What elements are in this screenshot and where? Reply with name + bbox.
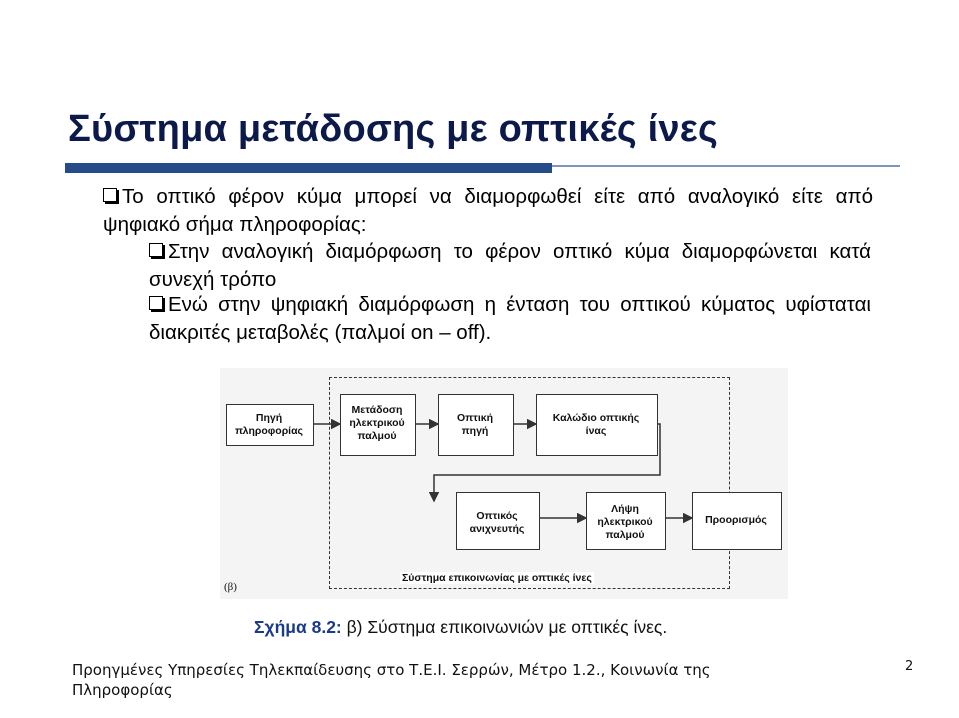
footer-text: Προηγμένες Υπηρεσίες Τηλεκπαίδευσης στο Τ.Ε.Ι. Σερρών, Μέτρο 1.2., Κοινωνία της Πληροφορίας <box>72 661 711 699</box>
bullet-3-text: Ενώ στην ψηφιακή διαμόρφωση η ένταση του οπτικού κύματος υφίσταται διακριτές μεταβολές (παλμοί on – off). <box>149 293 871 344</box>
checkbox-bullet-icon <box>149 243 163 257</box>
title-rule-light <box>552 165 900 167</box>
slide-title: Σύστημα μετάδοσης με οπτικές ίνες <box>68 108 718 150</box>
checkbox-bullet-icon <box>103 188 117 202</box>
figure-caption <box>254 617 667 638</box>
block-receiver-label: Λήψη ηλεκτρικού παλμού <box>590 503 660 542</box>
block-fiber-cable-label: Καλώδιο οπτικής ίνας <box>546 412 646 438</box>
figure-number: Σχήμα 8.2: <box>254 617 342 637</box>
block-modulator-label: Μετάδοση ηλεκτρικού παλμού <box>344 404 410 443</box>
block-optical-source-label: Οπτική πηγή <box>444 412 506 438</box>
part-label: (β) <box>224 581 237 593</box>
block-detector-label: Οπτικός ανιχνευτής <box>462 510 532 536</box>
title-rule-dark <box>65 163 552 173</box>
block-destination-label: Προορισμός <box>698 514 774 527</box>
bullet-1-text: Το οπτικό φέρον κύμα μπορεί να διαμορφωθεί είτε από αναλογικό είτε από ψηφιακό σήμα πληροφορίας: <box>103 185 873 236</box>
bullet-1 <box>103 183 873 239</box>
block-source-label: Πηγή πληροφορίας <box>232 412 306 438</box>
bullet-2-text: Στην αναλογική διαμόρφωση το φέρον οπτικό κύμα διαμορφώνεται κατά συνεχή τρόπο <box>149 240 871 291</box>
checkbox-bullet-icon <box>149 296 163 310</box>
fiber-system-diagram <box>220 368 788 599</box>
page-number: 2 <box>905 659 914 674</box>
system-title: Σύστημα επικοινωνίας με οπτικές ίνες <box>402 572 592 584</box>
bullet-2 <box>149 238 871 294</box>
figure-caption-text: β) Σύστημα επικοινωνιών με οπτικές ίνες. <box>341 617 668 637</box>
bullet-3 <box>149 291 871 347</box>
